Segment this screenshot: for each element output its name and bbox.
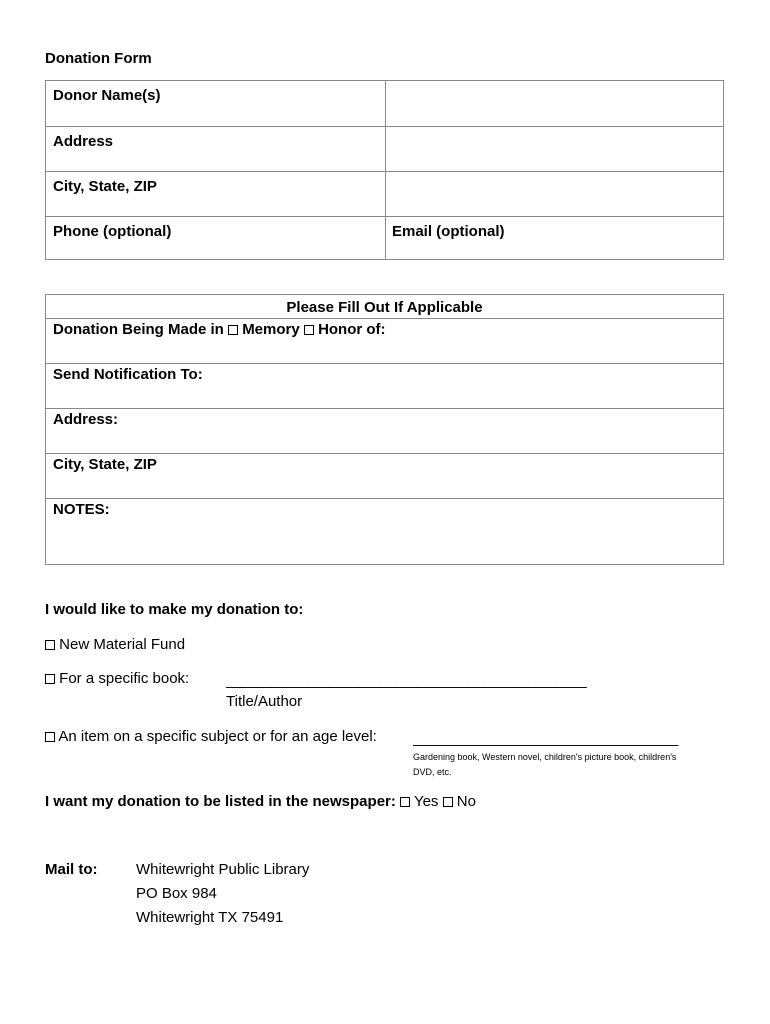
mail-to-label: Mail to:	[45, 861, 98, 878]
divider	[46, 363, 723, 364]
form-title: Donation Form	[45, 50, 152, 67]
donor-names-label: Donor Name(s)	[53, 87, 161, 104]
yes-label: Yes	[413, 793, 439, 810]
mail-address-line-2: PO Box 984	[136, 885, 217, 902]
mail-address-line-1: Whitewright Public Library	[136, 861, 310, 878]
donor-info-table	[45, 80, 724, 260]
honor-checkbox[interactable]	[304, 325, 314, 335]
notification-address-label[interactable]: Address:	[53, 411, 119, 428]
phone-label[interactable]: Phone (optional)	[53, 223, 172, 240]
honor-of-label: Honor of:	[318, 321, 386, 338]
specific-book-option	[45, 670, 189, 688]
donation-made-in-row	[53, 321, 386, 338]
specific-subject-label: An item on a specific subject or for an age level:	[58, 728, 377, 745]
specific-subject-checkbox[interactable]	[45, 732, 55, 742]
specific-book-checkbox[interactable]	[45, 674, 55, 684]
city-state-zip-field[interactable]	[386, 172, 723, 216]
donation-to-heading: I would like to make my donation to:	[45, 601, 304, 618]
divider	[46, 453, 723, 454]
subject-field[interactable]: ____________________________________	[413, 730, 678, 747]
new-material-option	[45, 636, 185, 654]
newspaper-question: I want my donation to be listed in the newspaper:	[45, 793, 396, 810]
title-author-caption: Title/Author	[226, 693, 303, 710]
subject-hint-line-2: DVD, etc.	[413, 767, 452, 777]
divider	[46, 498, 723, 499]
new-material-label: New Material Fund	[59, 636, 186, 653]
specific-book-label: For a specific book:	[59, 670, 190, 687]
divider	[46, 408, 723, 409]
send-notification-label[interactable]: Send Notification To:	[53, 366, 203, 383]
city-state-zip-label: City, State, ZIP	[53, 178, 157, 195]
no-checkbox[interactable]	[443, 797, 453, 807]
specific-subject-option	[45, 728, 377, 746]
applicable-header: Please Fill Out If Applicable	[286, 299, 483, 316]
email-label[interactable]: Email (optional)	[392, 223, 505, 240]
address-label: Address	[53, 133, 114, 150]
notification-city-state-zip-label[interactable]: City, State, ZIP	[53, 456, 157, 473]
applicable-table	[45, 294, 724, 565]
mail-address-line-3: Whitewright TX 75491	[136, 909, 284, 926]
memory-checkbox[interactable]	[228, 325, 238, 335]
donor-names-field[interactable]	[386, 81, 723, 126]
yes-checkbox[interactable]	[400, 797, 410, 807]
subject-hint-line-1: Gardening book, Western novel, children's picture book, children's	[413, 752, 677, 762]
divider	[46, 318, 723, 319]
new-material-checkbox[interactable]	[45, 640, 55, 650]
no-label: No	[456, 793, 476, 810]
notes-label[interactable]: NOTES:	[53, 501, 110, 518]
donation-made-in-label: Donation Being Made in	[53, 321, 224, 338]
newspaper-row	[45, 793, 476, 811]
memory-label: Memory	[242, 321, 300, 338]
book-title-field[interactable]: _________________________________________________	[226, 672, 586, 689]
address-field[interactable]	[386, 127, 723, 171]
column-divider	[385, 81, 386, 259]
